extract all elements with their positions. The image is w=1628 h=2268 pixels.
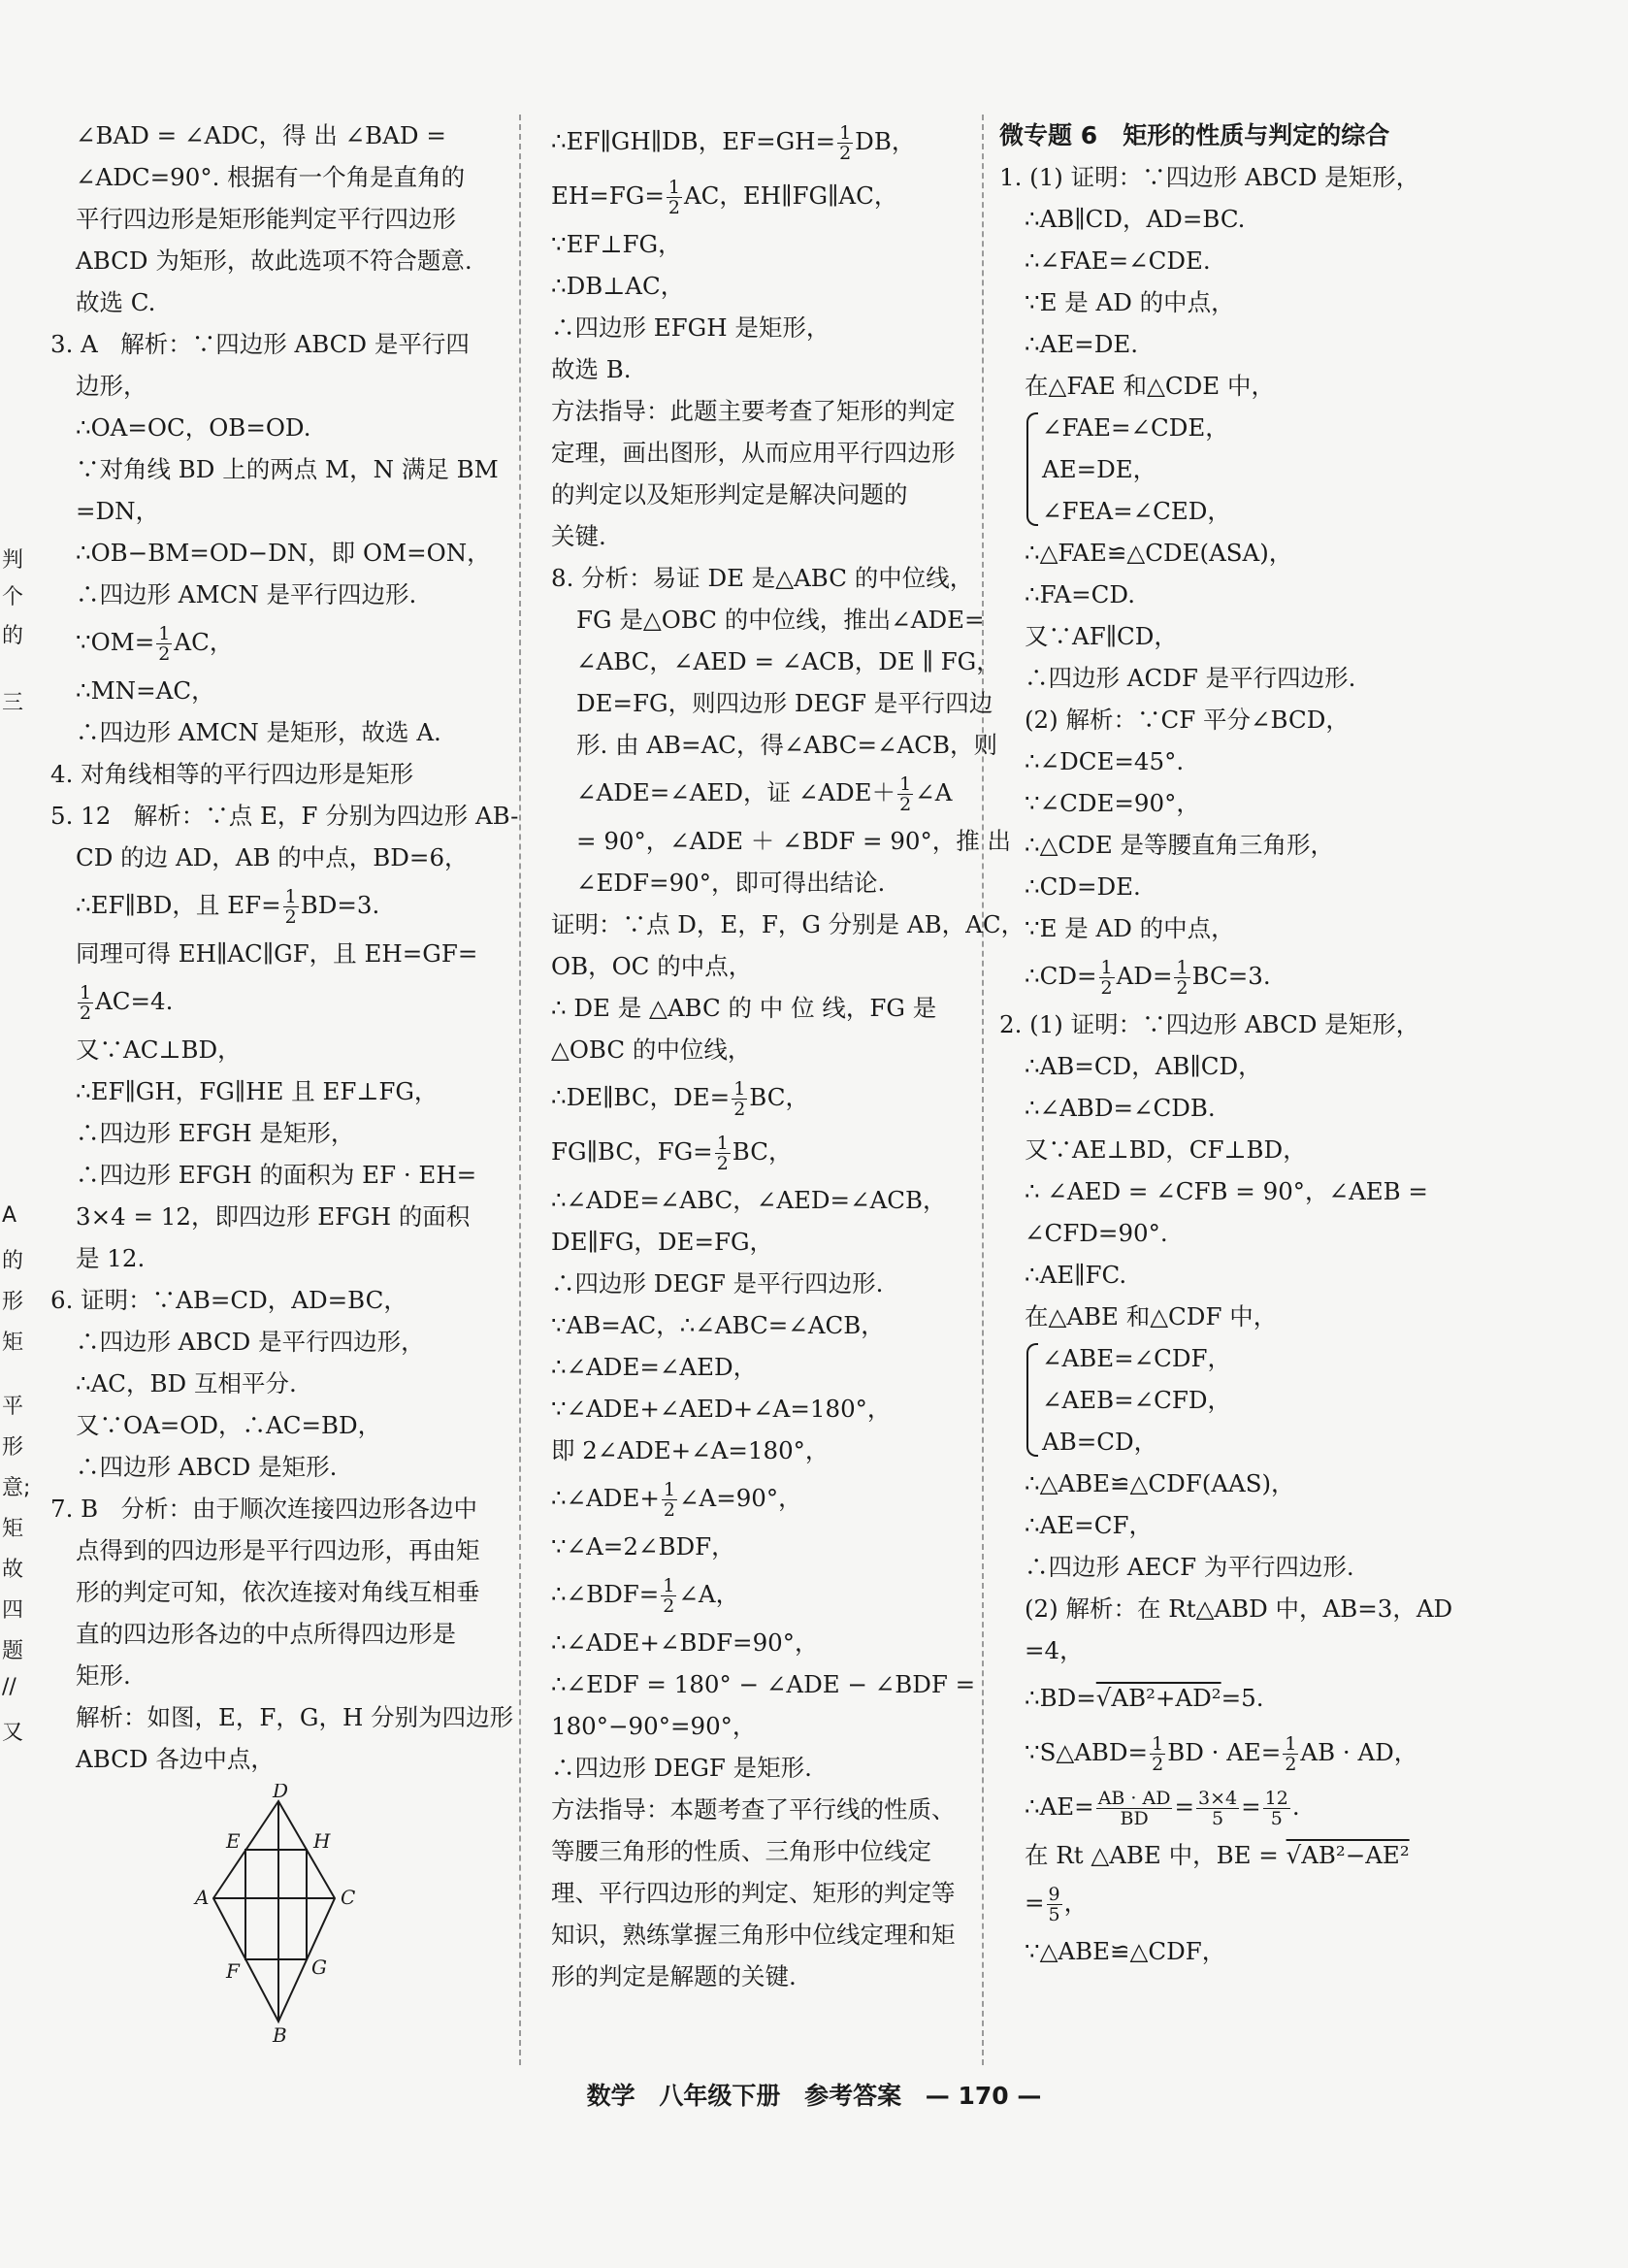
- text-line: 即 2∠ADE+∠A=180°，: [551, 1436, 830, 1464]
- text-line: ∴∠DCE=45°.: [1025, 747, 1185, 775]
- text-line: (2) 解析：在 Rt△ABD 中，AB=3，AD: [1025, 1594, 1453, 1623]
- text-fragment: ∠ADE=∠AED，证 ∠ADE＋: [576, 778, 896, 806]
- text-fragment: 在 Rt △ABE 中，BE =: [1025, 1841, 1286, 1869]
- numerator: AB · AD: [1097, 1788, 1171, 1809]
- text-fragment: BD · AE=: [1167, 1738, 1282, 1766]
- numerator: 1: [663, 1575, 675, 1596]
- text-line: ∴OA=OC，OB=OD.: [76, 413, 311, 442]
- edge-char: 故: [2, 1558, 24, 1582]
- fraction: [1096, 1789, 1173, 1828]
- text-line: ∴四边形 EFGH 的面积为 EF · EH=: [76, 1161, 477, 1189]
- numerator: 3×4: [1198, 1788, 1238, 1809]
- text-line: (2) 解析：∵CF 平分∠BCD，: [1025, 706, 1350, 734]
- brace-group: [1025, 1337, 1231, 1463]
- text-fragment: ∠A=90°，: [678, 1484, 802, 1512]
- brace-group: [1025, 407, 1231, 532]
- fraction: [1196, 1789, 1239, 1828]
- fraction: [667, 178, 682, 217]
- denominator: 2: [1100, 977, 1113, 999]
- numerator: 1: [1100, 957, 1113, 978]
- footer-grade: 八年级下册: [659, 2082, 781, 2110]
- text-line: 直的四边形各边的中点所得四边形是: [76, 1620, 456, 1648]
- column-divider: [982, 115, 984, 2065]
- sqrt-expression: √AB²−AE²: [1286, 1841, 1410, 1869]
- text-line: ∴AE∥FC.: [1025, 1261, 1127, 1289]
- quadrilateral-figure: [189, 1784, 412, 2046]
- fraction: [732, 1079, 747, 1119]
- text-line: [999, 949, 1457, 1003]
- text-fragment: ∵OM=: [76, 628, 155, 656]
- text-line: ∠BAD = ∠ADC，得 出 ∠BAD =: [76, 121, 446, 149]
- fraction: [897, 774, 913, 814]
- label-e: E: [226, 1829, 241, 1853]
- text-line: AE=DE，: [1042, 455, 1157, 483]
- equation-system: [999, 407, 1457, 532]
- text-line: ∵E 是 AD 的中点，: [1025, 914, 1235, 942]
- denominator: 2: [667, 197, 680, 218]
- text-line: [551, 169, 970, 223]
- text-line: [999, 1726, 1457, 1780]
- text-fragment: ∴DE∥BC，DE=: [551, 1083, 731, 1111]
- edge-char: 又: [2, 1721, 24, 1745]
- text-line: = 90°，∠ADE ＋ ∠BDF = 90°，推 出: [576, 827, 1012, 855]
- quadrilateral-efgh: [245, 1850, 307, 1959]
- text-line: ∴四边形 ABCD 是平行四边形，: [76, 1328, 425, 1356]
- answer-3: 3. A 解析：∵四边形 ABCD 是平行四: [50, 330, 470, 358]
- fraction: [283, 887, 299, 927]
- fraction: [1263, 1789, 1290, 1828]
- text-fragment: ∴∠ADE+: [551, 1484, 660, 1512]
- text-line: ∴AC，BD 互相平分.: [76, 1369, 297, 1397]
- denominator: 2: [839, 143, 852, 164]
- text-line: ∴四边形 DEGF 是平行四边形.: [551, 1269, 884, 1298]
- text-line: ∴四边形 ACDF 是平行四边形.: [1025, 664, 1356, 692]
- edge-char: 形: [2, 1290, 24, 1314]
- text-line: 形的判定是解题的关键.: [551, 1962, 797, 1990]
- edge-char: 三: [2, 691, 24, 715]
- text-line: ∠CFD=90°.: [1025, 1219, 1168, 1247]
- column-2: [551, 115, 1026, 1997]
- text-fragment: =: [1174, 1792, 1194, 1821]
- numerator: 1: [663, 1479, 675, 1500]
- numerator: 1: [667, 177, 680, 198]
- text-line: △OBC 的中位线，: [551, 1035, 752, 1064]
- answer-6: 6. 证明：∵AB=CD，AD=BC，: [50, 1286, 407, 1314]
- text-line: ∴AE=CF，: [1025, 1511, 1153, 1539]
- denominator: 2: [1152, 1754, 1164, 1775]
- numerator: 1: [284, 886, 297, 907]
- text-line: CD 的边 AD，AB 的中点，BD=6，: [76, 843, 469, 871]
- text-line: ∴∠ABD=∠CDB.: [1025, 1094, 1216, 1122]
- text-line: ∠ABC，∠AED = ∠ACB，DE ∥ FG，: [576, 647, 1000, 675]
- text-line: ∴DB⊥AC，: [551, 272, 685, 300]
- text-line: ∴∠EDF = 180° − ∠ADE − ∠BDF =: [551, 1670, 976, 1698]
- text-fragment: AB · AD，: [1300, 1738, 1418, 1766]
- text-line: ∴ ∠AED = ∠CFB = 90°，∠AEB =: [1025, 1177, 1428, 1205]
- denominator: 2: [733, 1099, 746, 1120]
- text-line: ∴△FAE≌△CDE(ASA)，: [1025, 539, 1293, 567]
- edge-char: 意;: [2, 1476, 31, 1500]
- text-line: ∴四边形 AMCN 是矩形，故选 A.: [76, 718, 441, 746]
- label-f: F: [226, 1959, 240, 1983]
- denominator: 2: [80, 1003, 92, 1024]
- edge-char: //: [2, 1675, 16, 1699]
- text-line: ∴MN=AC，: [76, 676, 215, 705]
- column-3: [999, 115, 1457, 1972]
- text-line: [551, 1471, 970, 1526]
- text-fragment: ∠A: [915, 778, 953, 806]
- text-line: ∠FEA=∠CED，: [1042, 497, 1231, 525]
- text-line: ∴∠ADE=∠AED，: [551, 1353, 758, 1381]
- text-line: 在△ABE 和△CDF 中，: [1025, 1302, 1278, 1331]
- text-fragment: ∠A，: [678, 1580, 740, 1608]
- text-line: ∴∠ADE=∠ABC，∠AED=∠ACB，: [551, 1186, 947, 1214]
- numerator: 1: [733, 1078, 746, 1100]
- text-line: 等腰三角形的性质、三角形中位线定: [551, 1837, 931, 1865]
- text-line: 又∵AC⊥BD，: [76, 1035, 242, 1064]
- fraction: [715, 1134, 731, 1173]
- text-line: ∴四边形 EFGH 是矩形，: [551, 313, 830, 342]
- fraction: [1150, 1734, 1165, 1774]
- text-fragment: FG∥BC，FG=: [551, 1137, 713, 1166]
- fraction: [1174, 958, 1189, 998]
- text-fragment: =: [1241, 1792, 1261, 1821]
- fraction: [78, 983, 93, 1023]
- text-line: 又∵OA=OD，∴AC=BD，: [76, 1411, 382, 1439]
- text-line: [50, 974, 505, 1029]
- text-line: [551, 115, 970, 169]
- text-line: =DN，: [76, 497, 160, 525]
- text-line: ∴CD=DE.: [1025, 872, 1141, 901]
- edge-char: 判: [2, 548, 24, 573]
- text-line: ∴∠ADE+∠BDF=90°，: [551, 1628, 819, 1657]
- text-line: ∴EF∥GH，FG∥HE 且 EF⊥FG，: [76, 1077, 439, 1105]
- edge-char: 四: [2, 1598, 24, 1623]
- text-line: ∴四边形 AMCN 是平行四边形.: [76, 580, 417, 608]
- label-a: A: [195, 1886, 210, 1909]
- text-line: 平行四边形是矩形能判定平行四边形: [76, 205, 456, 233]
- denominator: 2: [899, 794, 912, 815]
- text-line: ∠FAE=∠CDE，: [1042, 413, 1229, 442]
- denominator: 2: [1285, 1754, 1297, 1775]
- footer-page-number: — 170 —: [925, 2082, 1042, 2110]
- denominator: 2: [663, 1595, 675, 1617]
- text-line: ∴FA=CD.: [1025, 580, 1135, 608]
- text-line: 理、平行四边形的判定、矩形的判定等: [551, 1879, 956, 1907]
- text-line: ∵∠A=2∠BDF，: [551, 1532, 735, 1561]
- text-line: ∵E 是 AD 的中点，: [1025, 288, 1235, 316]
- text-line: OB，OC 的中点，: [551, 952, 753, 980]
- denominator: 2: [1176, 977, 1188, 999]
- text-line: 故选 B.: [551, 355, 632, 383]
- text-line: ∵EF⊥FG，: [551, 230, 682, 258]
- text-line: [551, 1125, 970, 1179]
- text-fragment: ∴EF∥GH∥DB，EF=GH=: [551, 127, 836, 155]
- text-fragment: =5.: [1221, 1684, 1264, 1712]
- text-line: ∴ DE 是 △ABC 的 中 位 线，FG 是: [551, 994, 937, 1022]
- text-line: 解析：如图，E，F，G，H 分别为四边形: [76, 1703, 514, 1731]
- text-line: 知识，熟练掌握三角形中位线定理和矩: [551, 1921, 956, 1949]
- text-fragment: BC=3.: [1191, 962, 1271, 990]
- denominator: 5: [1212, 1808, 1224, 1829]
- text-line: ABCD 为矩形，故此选项不符合题意.: [76, 247, 472, 275]
- text-line: ∠EDF=90°，即可得出结论.: [576, 869, 886, 897]
- text-line: [551, 766, 970, 820]
- text-line: 关键.: [551, 522, 606, 550]
- text-line: [999, 1876, 1457, 1930]
- numerator: 12: [1264, 1788, 1288, 1809]
- sqrt-expression: √AB²+AD²: [1095, 1684, 1221, 1712]
- text-line: ∴四边形 EFGH 是矩形，: [76, 1119, 355, 1147]
- answer-7: 7. B 分析：由于顺次连接四边形各边中: [50, 1495, 478, 1523]
- answer-5: 5. 12 解析：∵点 E，F 分别为四边形 AB-: [50, 802, 519, 830]
- text-line: [50, 878, 505, 933]
- edge-char: 的: [2, 1249, 24, 1273]
- edge-char: 个: [2, 585, 24, 609]
- text-line: 同理可得 EH∥AC∥GF，且 EH=GF=: [76, 939, 478, 968]
- answer-8: 8. 分析：易证 DE 是△ABC 的中位线，: [551, 564, 974, 592]
- text-fragment: ∵S△ABD=: [1025, 1738, 1149, 1766]
- text-line: [551, 1567, 970, 1622]
- text-line: ∵△ABE≌△CDF，: [1025, 1937, 1226, 1965]
- column-1: [50, 115, 519, 1780]
- denominator: 5: [1048, 1904, 1060, 1925]
- text-line: 又∵AF∥CD，: [1025, 622, 1178, 650]
- numerator: 1: [1285, 1733, 1297, 1755]
- edge-char: 矩: [2, 1331, 24, 1355]
- fraction: [837, 123, 853, 163]
- label-h: H: [313, 1829, 331, 1853]
- text-fragment: BC，: [732, 1137, 793, 1166]
- edge-char: 平: [2, 1395, 24, 1419]
- text-line: AB=CD，: [1042, 1428, 1158, 1456]
- text-line: 故选 C.: [76, 288, 156, 316]
- text-line: ∴四边形 ABCD 是矩形.: [76, 1453, 338, 1481]
- text-line: ∠ABE=∠CDF，: [1042, 1344, 1232, 1372]
- text-fragment: DB，: [855, 127, 916, 155]
- text-line: 点得到的四边形是平行四边形，再由矩: [76, 1536, 480, 1564]
- text-line: ∴AE=DE.: [1025, 330, 1139, 358]
- text-line: ∴△CDE 是等腰直角三角形，: [1025, 831, 1334, 859]
- text-line: 180°−90°=90°，: [551, 1712, 757, 1740]
- method-guide: 方法指导：本题考查了平行线的性质、: [551, 1795, 956, 1824]
- text-fragment: AD=: [1116, 962, 1173, 990]
- text-line: FG 是△OBC 的中位线，推出∠ADE=: [576, 606, 985, 634]
- text-line: 边形，: [76, 372, 147, 400]
- text-line: 形的判定可知，依次连接对角线互相垂: [76, 1578, 480, 1606]
- text-line: ∵AB=AC，∴∠ABC=∠ACB，: [551, 1311, 885, 1339]
- numerator: 1: [158, 623, 171, 644]
- numerator: 9: [1048, 1884, 1060, 1905]
- text-line: [50, 615, 505, 670]
- text-line: DE=FG，则四边形 DEGF 是平行四边: [576, 689, 993, 717]
- numerator: 1: [716, 1133, 729, 1154]
- label-c: C: [341, 1886, 356, 1909]
- numerator: 1: [1176, 957, 1188, 978]
- equation-system: [999, 1337, 1457, 1463]
- text-line: [999, 1834, 1457, 1876]
- text-line: DE∥FG，DE=FG，: [551, 1228, 774, 1256]
- denominator: 2: [158, 643, 171, 665]
- question-2: 2. (1) 证明：∵四边形 ABCD 是矩形，: [999, 1010, 1420, 1038]
- footer-subject: 数学: [586, 2082, 635, 2110]
- text-fragment: ∴BD=: [1025, 1684, 1096, 1712]
- text-line: ∴四边形 DEGF 是矩形.: [551, 1754, 812, 1782]
- fraction: [156, 624, 172, 664]
- text-fragment: AC，: [174, 628, 234, 656]
- text-line: 矩形.: [76, 1661, 131, 1690]
- edge-char: 矩: [2, 1517, 24, 1541]
- text-line: 是 12.: [76, 1244, 146, 1272]
- text-line: ABCD 各边中点，: [76, 1745, 275, 1773]
- page-footer: [0, 2077, 1628, 2112]
- footer-section: 参考答案: [804, 2082, 902, 2110]
- text-fragment: BD=3.: [300, 891, 380, 919]
- text-line: ∵对角线 BD 上的两点 M，N 满足 BM: [76, 455, 499, 483]
- text-line: ∵∠CDE=90°，: [1025, 789, 1200, 817]
- text-line: ∴△ABE≌△CDF(AAS)，: [1025, 1469, 1295, 1497]
- section-heading: 微专题 6 矩形的性质与判定的综合: [999, 121, 1390, 149]
- fraction: [1099, 958, 1115, 998]
- fraction: [661, 1576, 676, 1616]
- text-fragment: BC，: [749, 1083, 810, 1111]
- text-fragment: ∴AE=: [1025, 1792, 1094, 1821]
- denominator: 2: [663, 1499, 675, 1521]
- text-line: 3×4 = 12，即四边形 EFGH 的面积: [76, 1202, 471, 1231]
- label-b: B: [273, 2023, 287, 2046]
- edge-char: 题: [2, 1639, 24, 1663]
- text-fragment: AC=4.: [95, 987, 174, 1015]
- text-fragment: =: [1025, 1889, 1045, 1917]
- text-line: 的判定以及矩形判定是解决问题的: [551, 480, 908, 509]
- text-fragment: ∴∠BDF=: [551, 1580, 660, 1608]
- fraction: [1047, 1885, 1062, 1924]
- text-line: 又∵AE⊥BD，CF⊥BD，: [1025, 1135, 1307, 1164]
- proof-label: 证明：∵点 D，E，F，G 分别是 AB，AC，: [551, 910, 1026, 938]
- text-fragment: .: [1291, 1792, 1300, 1821]
- column-divider: [519, 115, 521, 2065]
- text-line: 形. 由 AB=AC，得∠ABC=∠ACB，则: [576, 731, 997, 759]
- fraction: [662, 1480, 677, 1520]
- text-line: [551, 1070, 970, 1125]
- label-d: D: [273, 1784, 289, 1802]
- edge-char: 形: [2, 1435, 24, 1460]
- text-fragment: ∴EF∥BD，且 EF=: [76, 891, 281, 919]
- denominator: BD: [1120, 1808, 1149, 1829]
- numerator: 1: [1152, 1733, 1164, 1755]
- numerator: 1: [839, 122, 852, 144]
- edge-char: 的: [2, 624, 24, 648]
- fraction: [1283, 1734, 1298, 1774]
- answer-4: 4. 对角线相等的平行四边形是矩形: [50, 760, 414, 788]
- text-line: [999, 1780, 1457, 1834]
- text-line: ∴AB=CD，AB∥CD，: [1025, 1052, 1262, 1080]
- text-fragment: EH=FG=: [551, 181, 665, 210]
- text-line: 定理，画出图形，从而应用平行四边形: [551, 439, 956, 467]
- text-fragment: AC，EH∥FG∥AC，: [683, 181, 898, 210]
- method-guide: 方法指导：此题主要考查了矩形的判定: [551, 397, 956, 425]
- text-line: ∴∠FAE=∠CDE.: [1025, 247, 1211, 275]
- label-g: G: [311, 1956, 327, 1979]
- text-line: [999, 1671, 1457, 1726]
- numerator: 1: [899, 773, 912, 795]
- text-line: ∵∠ADE+∠AED+∠A=180°，: [551, 1395, 892, 1423]
- text-line: ∠ADC=90°. 根据有一个角是直角的: [76, 163, 466, 191]
- numerator: 1: [80, 982, 92, 1003]
- denominator: 2: [284, 906, 297, 928]
- denominator: 5: [1270, 1808, 1283, 1829]
- text-fragment: ∴CD=: [1025, 962, 1097, 990]
- text-line: ∴AB∥CD，AD=BC.: [1025, 205, 1246, 233]
- edge-char: A: [2, 1203, 17, 1228]
- text-line: ∴OB−BM=OD−DN，即 OM=ON，: [76, 539, 491, 567]
- text-line: =4，: [1025, 1636, 1084, 1664]
- text-fragment: ，: [1063, 1889, 1089, 1917]
- text-line: 在△FAE 和△CDE 中，: [1025, 372, 1275, 400]
- question-1: 1. (1) 证明：∵四边形 ABCD 是矩形，: [999, 163, 1420, 191]
- text-line: ∠AEB=∠CFD，: [1042, 1386, 1232, 1414]
- denominator: 2: [716, 1153, 729, 1174]
- text-line: ∴四边形 AECF 为平行四边形.: [1025, 1553, 1354, 1581]
